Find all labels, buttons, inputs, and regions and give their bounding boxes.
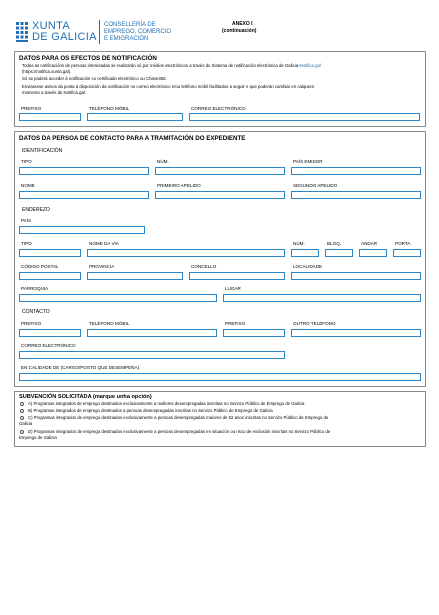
notif-email-label: CORREO ELECTRÓNICO (191, 106, 246, 111)
galicia-emblem-icon (15, 21, 29, 43)
id-type-label: TIPO (21, 159, 32, 164)
option-c-text-cont: Galicia (19, 421, 33, 426)
option-c-text: C) Programas integrados de emprego destinados exclusivamente a persoas desempregadas maiores de 52 anos inscritas no Servizo Público de Emprego de (28, 415, 329, 420)
street-name-label: NOME DA VÍA (89, 241, 119, 246)
notifica-link[interactable]: Notifica.gal (299, 63, 321, 68)
notif-prefix-field[interactable] (19, 113, 81, 121)
annex-subtitle: (continuación) (222, 28, 257, 34)
contact-prefix-field[interactable] (19, 329, 81, 337)
surname2-field[interactable] (291, 191, 421, 199)
notif-prefix-label: PREFIXO (21, 106, 42, 111)
contact-prefix-label: PREFIXO (21, 321, 42, 326)
first-name-field[interactable] (19, 191, 149, 199)
subsidy-title: SUBVENCIÓN SOLICITADA (marque unha opción) (19, 394, 152, 400)
option-a-radio[interactable] (20, 402, 24, 406)
street-type-label: TIPO (21, 241, 32, 246)
address-heading: ENDEREZO (22, 207, 50, 213)
surname1-field[interactable] (155, 191, 285, 199)
notification-title: DATOS PARA OS EFECTOS DE NOTIFICACIÓN (19, 55, 157, 62)
notification-text-3: Só se poderá acceder á notificación co certificado electrónico ou Chave365. (22, 76, 167, 81)
capacity-label: EN CALIDADE DE (CARGO/POSTO QUE DESEMPEÑA) (21, 365, 140, 370)
street-type-field[interactable] (19, 249, 81, 257)
surname1-label: PRIMEIRO APELIDO (157, 183, 201, 188)
other-phone-label: OUTRO TELÉFONO (293, 321, 336, 326)
other-phone-field[interactable] (291, 329, 421, 337)
id-type-field[interactable] (19, 167, 149, 175)
postal-code-label: CÓDIGO POSTAL (21, 264, 59, 269)
id-number-label: NÚM. (157, 159, 169, 164)
xunta-logo (15, 21, 29, 43)
notification-text-1-main: Todas as notificacións de persoas interesadas se realizarán só por medios electrónicos a través do Sistema de notificación electrónica de Galicia- (22, 63, 300, 68)
contact-title: DATOS DA PERSOA DE CONTACTO PARA A TRAMITACIÓN DO EXPEDIENTE (19, 135, 246, 142)
notif-mobile-label: TELÉFONO MÓBIL (89, 106, 130, 111)
id-number-field[interactable] (155, 167, 285, 175)
contact-prefix2-label: PREFIXO (225, 321, 246, 326)
annex-title: ANEXO I (232, 21, 253, 27)
dept-line-1: CONSELLERÍA DE (104, 22, 156, 28)
place-field[interactable] (223, 294, 421, 302)
floor-label: ANDAR (361, 241, 378, 246)
street-name-field[interactable] (87, 249, 285, 257)
parish-field[interactable] (19, 294, 217, 302)
notification-text-5: momento a través de Notifica.gal. (22, 90, 87, 95)
surname2-label: SEGUNDO APELIDO (293, 183, 338, 188)
locality-field[interactable] (291, 272, 421, 280)
notif-mobile-field[interactable] (87, 113, 183, 121)
country-field[interactable] (19, 226, 145, 234)
country-label: PAÍS (21, 218, 32, 223)
block-label: BLOQ. (327, 241, 342, 246)
dept-line-3: E EMIGRACIÓN (104, 36, 149, 42)
option-b-radio[interactable] (20, 409, 24, 413)
council-label: CONCELLO (191, 264, 217, 269)
province-field[interactable] (87, 272, 183, 280)
street-number-label: NÚM. (293, 241, 305, 246)
notif-email-field[interactable] (189, 113, 420, 121)
notification-text-1 (22, 63, 321, 68)
postal-code-field[interactable] (19, 272, 81, 280)
contact-mobile-label: TELÉFONO MÓBIL (89, 321, 130, 326)
contact-mobile-field[interactable] (87, 329, 217, 337)
contact-prefix2-field[interactable] (223, 329, 285, 337)
logo-divider (99, 20, 100, 44)
floor-field[interactable] (359, 249, 387, 257)
option-d-radio[interactable] (20, 430, 24, 434)
id-country-label: PAÍS EMISOR (293, 159, 323, 164)
door-label: PORTA (395, 241, 411, 246)
id-country-field[interactable] (291, 167, 421, 175)
block-field[interactable] (325, 249, 353, 257)
contact-email-label: CORREO ELECTRÓNICO (21, 343, 76, 348)
province-label: PROVINCIA (89, 264, 115, 269)
logo-text-galicia: DE GALICIA (32, 31, 97, 43)
option-c-radio[interactable] (20, 416, 24, 420)
council-field[interactable] (189, 272, 285, 280)
option-d-text: D) Programas integrados de emprego destinados exclusivamente a persoas desempregadas en situación ou risco de exclusión inscritas no Servizo Público de (28, 429, 331, 434)
contact-email-field[interactable] (19, 351, 285, 359)
logo-text-xunta: XUNTA (32, 20, 70, 32)
option-b-text: B) Programas integrados de emprego destinados a persoas desempregadas inscritas no Servizo Público de Emprego de Galicia (28, 408, 273, 413)
first-name-label: NOME (21, 183, 35, 188)
place-label: LUGAR (225, 286, 241, 291)
street-number-field[interactable] (291, 249, 319, 257)
notification-text-4: Enviaranse avisos da posta á disposición da notificación no correo electrónico e/ou teléfono móbil facilitados a seguir e que poderán cambiar en calquera (22, 84, 314, 89)
capacity-field[interactable] (19, 373, 421, 381)
identification-heading: IDENTIFICACIÓN (22, 148, 63, 154)
door-field[interactable] (393, 249, 421, 257)
notification-text-2: (https://notifica.xunta.gal). (22, 69, 72, 74)
dept-line-2: EMPREGO, COMERCIO (104, 29, 172, 35)
contact-heading: CONTACTO (22, 309, 50, 315)
locality-label: LOCALIDADE (293, 264, 323, 269)
option-d-text-cont: Emprego de Galicia (19, 435, 57, 440)
option-a-text: A) Programas integrados de emprego destinados exclusivamente a mulleres desempregadas inscritas no Servizo Público de Emprego de Galicia (28, 401, 305, 406)
parish-label: PARROQUIA (21, 286, 49, 291)
